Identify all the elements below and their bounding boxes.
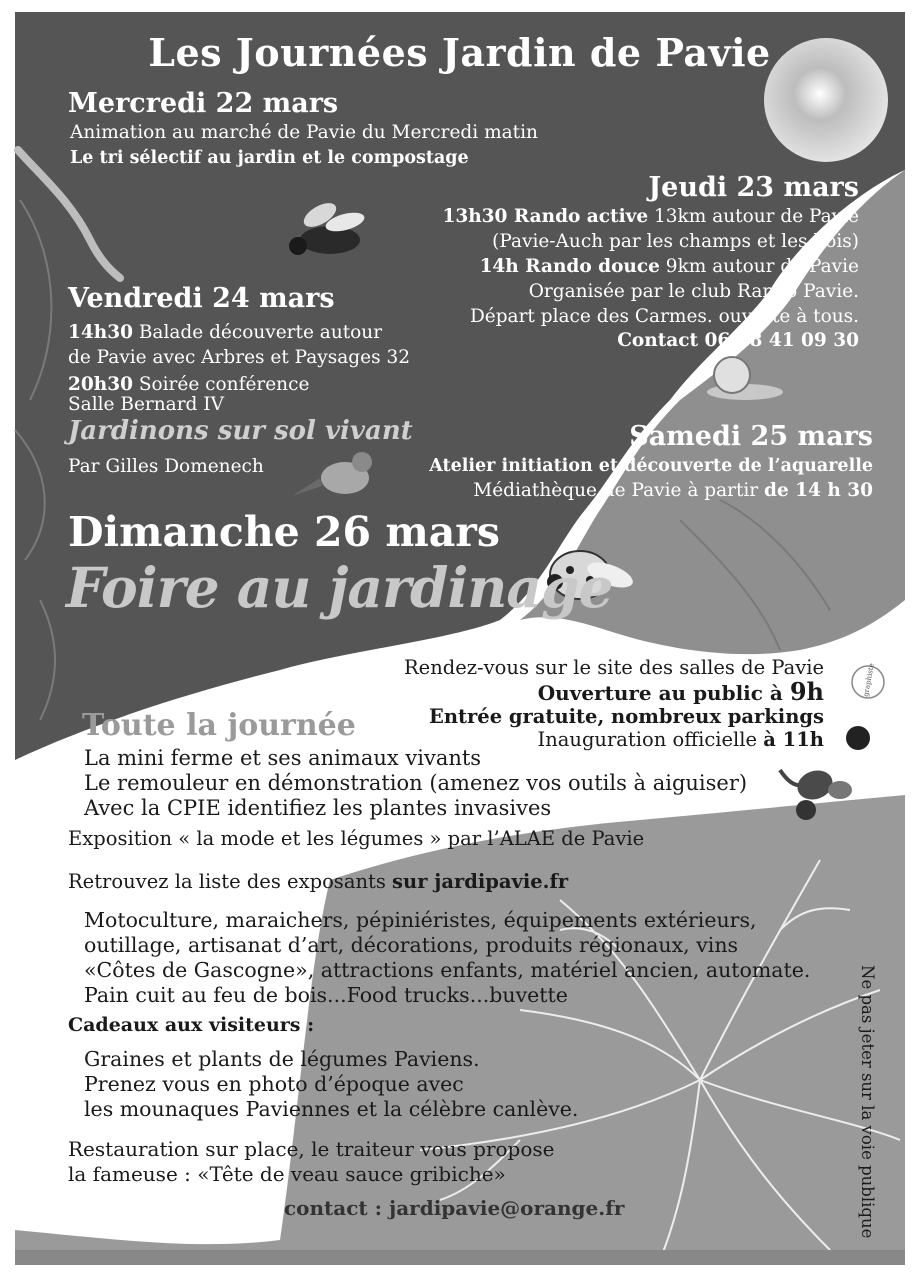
exhibitors-link-line xyxy=(68,870,568,893)
sunday-opening-time: 9h xyxy=(789,677,824,706)
friday-line1 xyxy=(68,320,382,345)
friday-line1-rest: Balade découverte autour xyxy=(132,322,383,343)
thursday-line3 xyxy=(480,254,859,279)
poster-title: Les Journées Jardin de Pavie xyxy=(148,30,771,75)
saturday-line2 xyxy=(473,478,873,503)
friday-line3-rest: Soirée conférence xyxy=(132,374,310,395)
sunday-inauguration-time: à 11h xyxy=(763,728,824,751)
thursday-line5: Départ place des Carmes. ouverte à tous. xyxy=(469,306,859,327)
saturday-line2-bold: de 14 h 30 xyxy=(764,480,873,501)
sunday-rdv: Rendez-vous sur le site des salles de Pavie xyxy=(403,656,824,679)
friday-line1-bold: 14h30 xyxy=(68,322,133,343)
exhibitors-line: outillage, artisanat d’art, décorations, produits régionaux, vins xyxy=(84,933,739,957)
all-day-list xyxy=(84,746,747,821)
all-day-item: Le remouleur en démonstration (amenez vos outils à aiguiser) xyxy=(84,771,748,795)
bottom-bar xyxy=(15,1250,905,1265)
thursday-day: Jeudi 23 mars xyxy=(648,172,859,203)
friday-day: Vendredi 24 mars xyxy=(68,283,335,314)
all-day-heading: Toute la journée xyxy=(82,708,356,743)
gifts-line: Prenez vous en photo d’époque avec xyxy=(84,1072,464,1096)
sunday-day: Dimanche 26 mars xyxy=(68,508,500,556)
thursday-line2: (Pavie-Auch par les champs et les bois) xyxy=(492,231,859,252)
all-day-item: La mini ferme et ses animaux vivants xyxy=(84,746,482,770)
gifts-line: les mounaques Paviennes et la célèbre canlève. xyxy=(84,1097,579,1121)
exhibition-line: Exposition « la mode et les légumes » par l’ALAE de Pavie xyxy=(68,827,645,850)
wednesday-line1: Animation au marché de Pavie du Mercredi matin xyxy=(70,122,538,143)
gifts-list xyxy=(84,1047,578,1122)
friday-line3-bold: 20h30 xyxy=(68,374,133,395)
all-day-item: Avec la CPIE identifiez les plantes invasives xyxy=(84,796,552,820)
exhibitors-website: sur jardipavie.fr xyxy=(392,870,569,893)
wednesday-day: Mercredi 22 mars xyxy=(68,88,339,119)
saturday-day: Samedi 25 mars xyxy=(629,421,873,452)
sunday-inauguration-rest: Inauguration officielle xyxy=(537,728,764,751)
thursday-line3-bold: 14h Rando douce xyxy=(479,256,660,277)
sunday-opening xyxy=(538,677,824,706)
gifts-line: Graines et plants de légumes Paviens. xyxy=(84,1047,480,1071)
exhibitors-list xyxy=(84,908,810,1008)
food-line1: Restauration sur place, le traiteur vous propose xyxy=(68,1137,555,1161)
friday-conference-title: Jardinons sur sol vivant xyxy=(68,416,413,446)
food-block xyxy=(68,1137,555,1187)
side-note xyxy=(858,965,887,1239)
sunday-opening-rest: Ouverture au public à xyxy=(537,681,790,705)
gifts-title: Cadeaux aux visiteurs : xyxy=(68,1014,315,1036)
thursday-line3-rest: 9km autour de Pavie xyxy=(659,256,859,277)
saturday-line2-rest: Médiathèque de Pavie à partir xyxy=(473,480,765,501)
exhibitors-line: «Côtes de Gascogne», attractions enfants, matériel ancien, automate. xyxy=(84,958,811,982)
creator-logo xyxy=(846,726,870,750)
friday-line4: Salle Bernard IV xyxy=(68,394,224,415)
graphiste-label: graphiste xyxy=(862,662,876,698)
thursday-line4: Organisée par le club Rando Pavie. xyxy=(528,281,859,302)
exhibitors-link-rest: Retrouvez la liste des exposants xyxy=(68,870,393,893)
foire-title: Foire au jardinage xyxy=(66,555,613,620)
friday-speaker: Par Gilles Domenech xyxy=(68,456,264,477)
saturday-line1: Atelier initiation et découverte de l’aquarelle xyxy=(429,456,873,476)
sunday-entry: Entrée gratuite, nombreux parkings xyxy=(428,705,824,728)
thursday-line1-rest: 13km autour de Pavie xyxy=(648,206,859,227)
contact-email: contact : jardipavie@orange.fr xyxy=(284,1196,625,1220)
exhibitors-line: Pain cuit au feu de bois...Food trucks...buvette xyxy=(84,983,568,1007)
side-note-text: Ne pas jeter sur la voie publique xyxy=(858,965,877,1239)
thursday-line1-bold: 13h30 Rando active xyxy=(442,206,649,227)
thursday-contact: Contact 06 18 41 09 30 xyxy=(617,330,859,351)
friday-line2: de Pavie avec Arbres et Paysages 32 xyxy=(68,347,410,368)
food-line2: la fameuse : «Tête de veau sauce gribiche» xyxy=(68,1162,506,1186)
thursday-line1 xyxy=(442,204,859,229)
wednesday-line2: Le tri sélectif au jardin et le compostage xyxy=(70,148,469,168)
exhibitors-line: Motoculture, maraichers, pépiniéristes, équipements extérieurs, xyxy=(84,908,757,932)
